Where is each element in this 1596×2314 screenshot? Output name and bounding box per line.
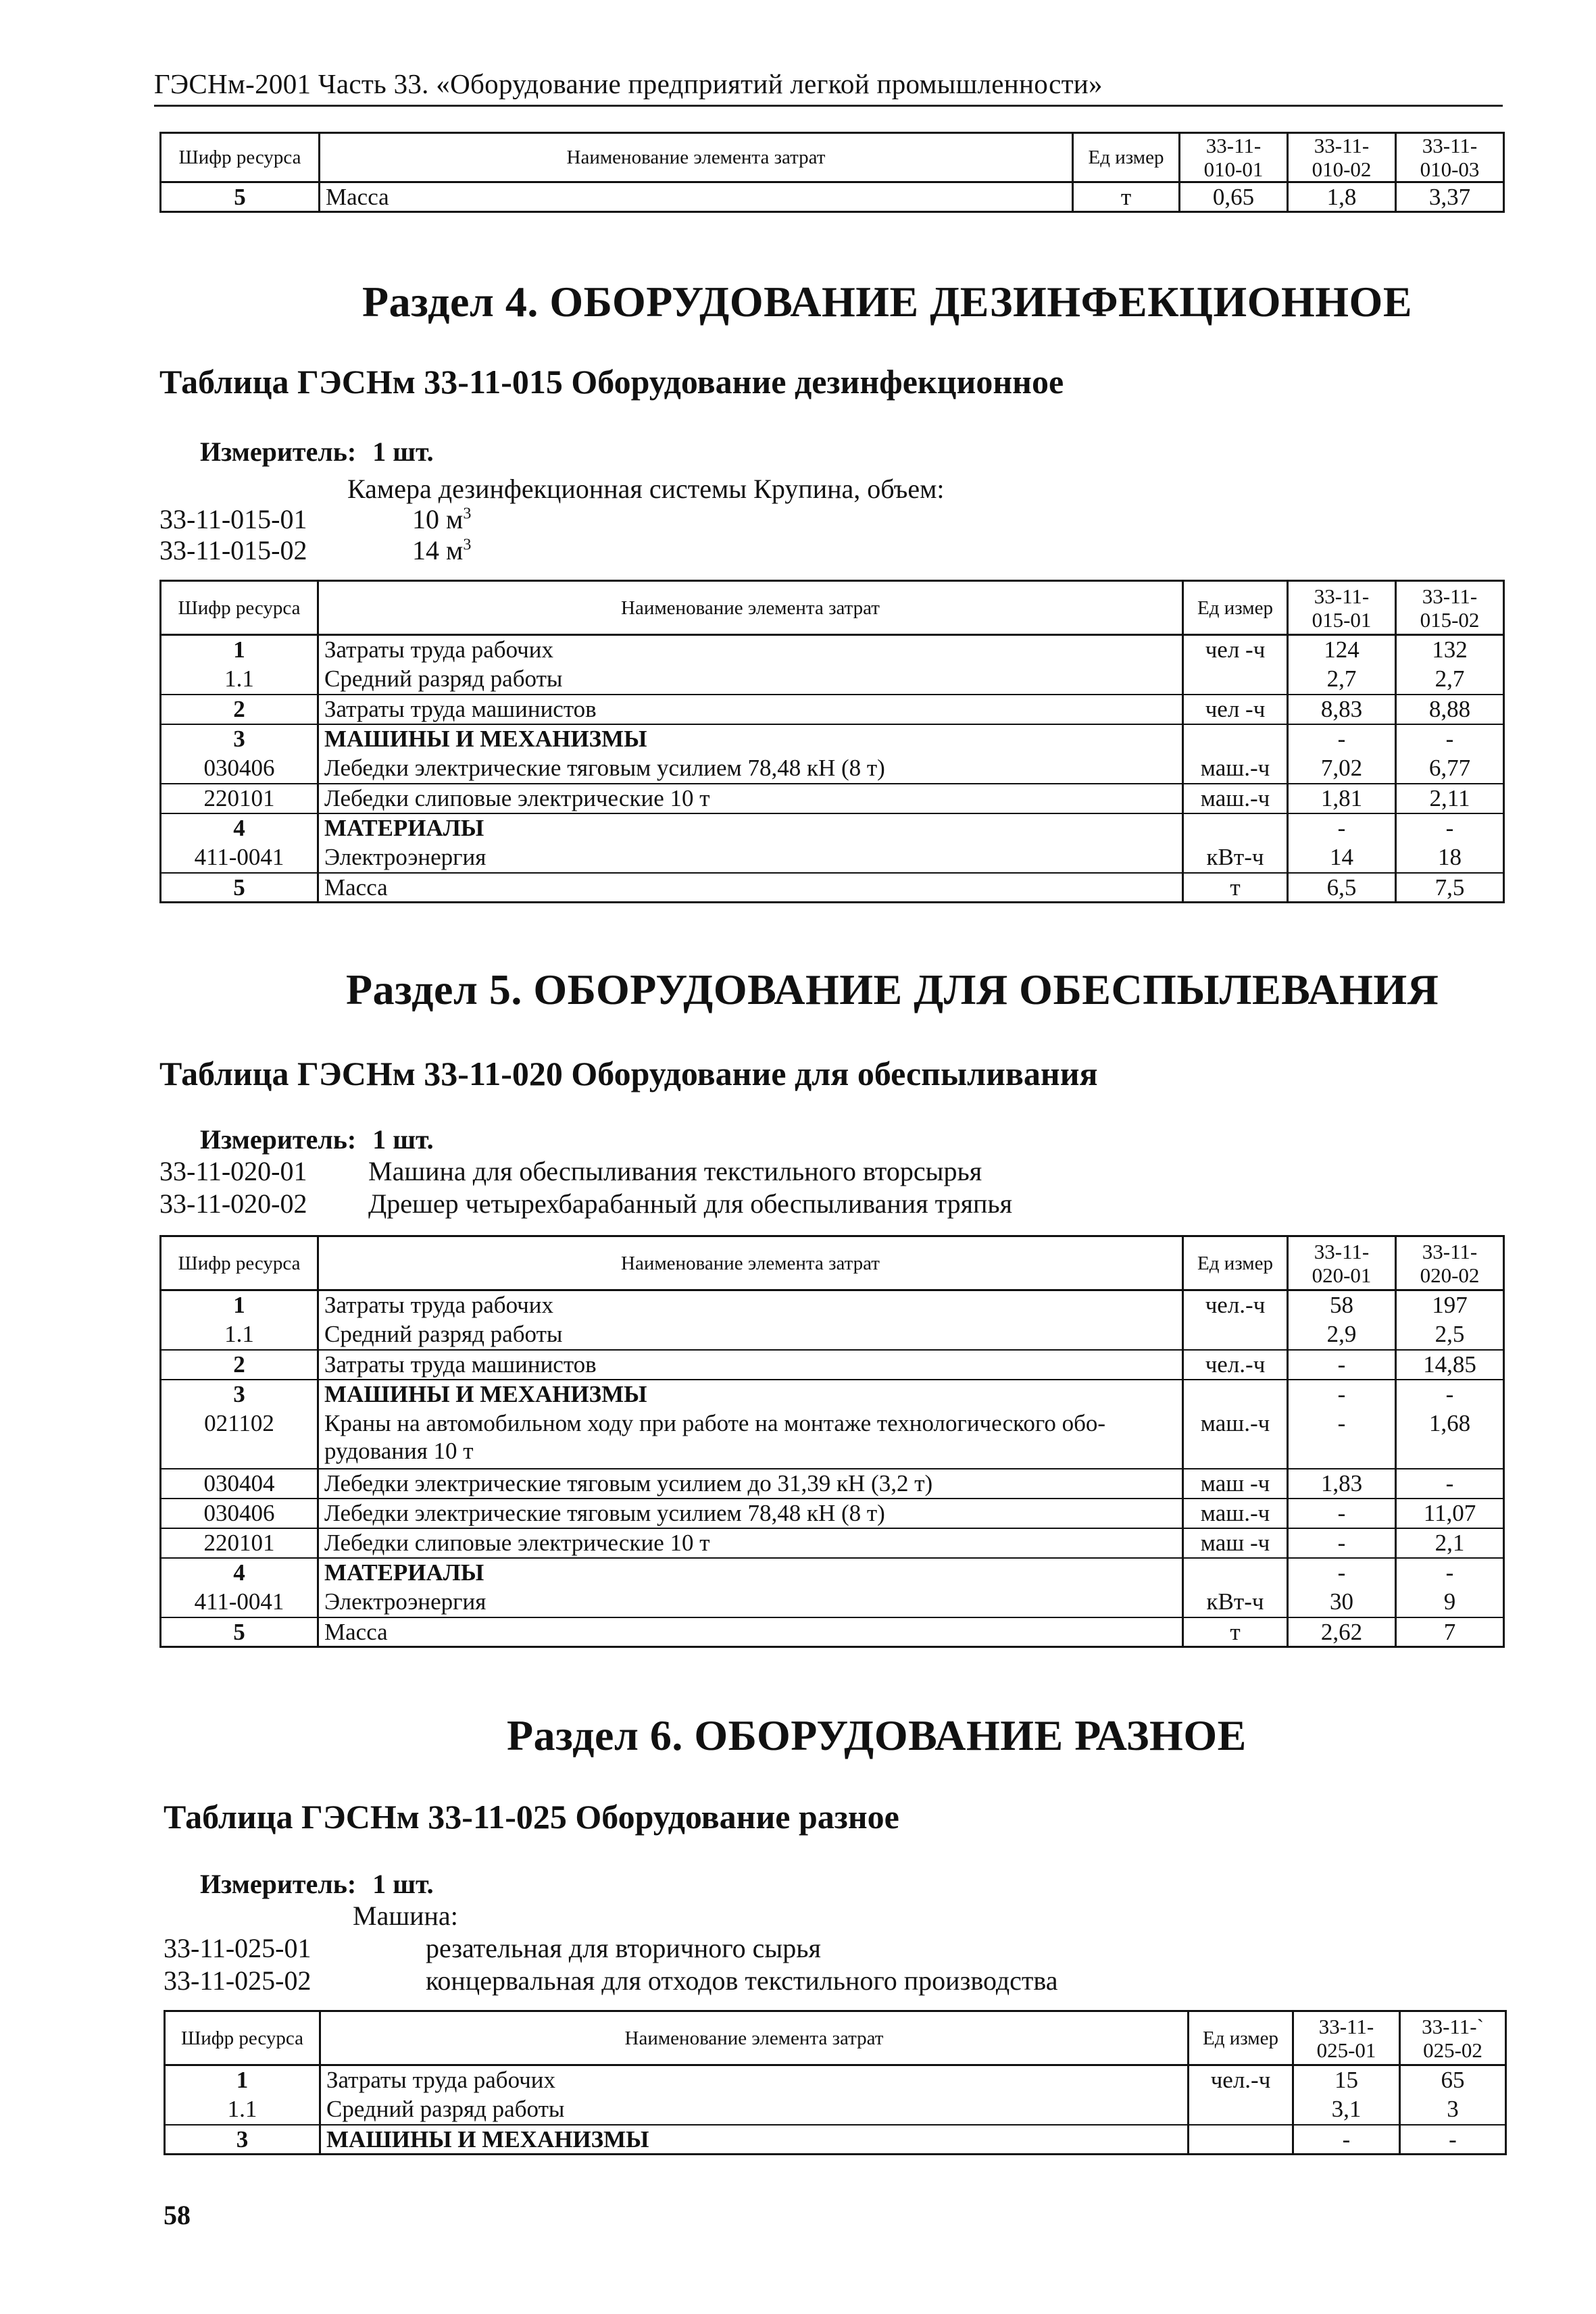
- cell-name: Средний разряд работы: [318, 1320, 1183, 1350]
- cell-unit: маш.-ч: [1183, 754, 1288, 784]
- item-text: резательная для вторичного сырья: [426, 1933, 821, 1963]
- cell-code: 3: [161, 1380, 318, 1409]
- cell-code: 5: [161, 873, 318, 903]
- intro-025: Машина:: [353, 1901, 458, 1931]
- table-row: [161, 182, 1504, 212]
- cell-code: 1: [161, 635, 318, 665]
- cell-unit: [1183, 813, 1288, 843]
- item-text: Дрешер четырехбарабанный для обеспыливания тряпья: [368, 1188, 1013, 1219]
- item-code: 33-11-025-01: [164, 1933, 311, 1963]
- table-row: [161, 754, 1504, 784]
- cell-value: 3,37: [1396, 182, 1504, 212]
- header-name: Наименование элемента затрат: [320, 2011, 1189, 2065]
- table-row: [161, 813, 1504, 843]
- cell-unit: маш.-ч: [1183, 1409, 1288, 1469]
- cell-name: Лебедки электрические тяговым усилием до 31,39 кН (3,2 т): [318, 1469, 1183, 1499]
- table-row: [161, 784, 1504, 813]
- cell-value: 7,02: [1288, 754, 1396, 784]
- cell-value: -: [1396, 1469, 1504, 1499]
- cell-value: 1,8: [1288, 182, 1396, 212]
- cell-name: Затраты труда рабочих: [320, 2065, 1189, 2095]
- header-unit: Ед измер: [1189, 2011, 1293, 2065]
- cell-unit: т: [1183, 873, 1288, 903]
- cell-value: 14: [1288, 843, 1396, 873]
- table-row: [165, 2095, 1506, 2125]
- cell-value: 58: [1288, 1290, 1396, 1320]
- cell-code: 030406: [161, 1499, 318, 1528]
- cell-name: Лебедки слиповые электрические 10 т: [318, 784, 1183, 813]
- cell-name: Масса: [320, 182, 1073, 212]
- cell-code: 2: [161, 1350, 318, 1380]
- cell-value: -: [1288, 813, 1396, 843]
- cell-value: 8,83: [1288, 695, 1396, 724]
- meter-020: [200, 1124, 434, 1155]
- cell-unit: маш.-ч: [1183, 784, 1288, 813]
- cell-value: 2,9: [1288, 1320, 1396, 1350]
- cell-code: 4: [161, 1558, 318, 1588]
- cell-name: Средний разряд работы: [320, 2095, 1189, 2125]
- cell-code: 3: [161, 724, 318, 754]
- cell-code: 1: [161, 1290, 318, 1320]
- table-row: [161, 1409, 1504, 1469]
- item-code: 33-11-015-01: [159, 504, 307, 534]
- cell-name: Электроэнергия: [318, 843, 1183, 873]
- cell-value: 7,5: [1396, 873, 1504, 903]
- header-unit: Ед измер: [1183, 1236, 1288, 1290]
- cell-code: 411-0041: [161, 843, 318, 873]
- header-rule: [154, 105, 1503, 107]
- cell-name: МАШИНЫ И МЕХАНИЗМЫ: [318, 724, 1183, 754]
- cell-value: 197: [1396, 1290, 1504, 1320]
- cell-unit: т: [1073, 182, 1180, 212]
- item-code: 33-11-020-01: [159, 1156, 307, 1186]
- cell-unit: [1183, 724, 1288, 754]
- cell-value: 1,81: [1288, 784, 1396, 813]
- table-row: [161, 1499, 1504, 1528]
- item-text: Машина для обеспыливания текстильного вторсырья: [368, 1156, 982, 1186]
- cell-value: 8,88: [1396, 695, 1504, 724]
- table-row: [161, 724, 1504, 754]
- cell-value: -: [1396, 1558, 1504, 1588]
- cell-value: 15: [1293, 2065, 1400, 2095]
- header-norm-code: 33-11- 015-02: [1396, 581, 1504, 635]
- header-code: Шифр ресурса: [165, 2011, 320, 2065]
- cell-unit: чел.-ч: [1183, 1350, 1288, 1380]
- table-row: [161, 695, 1504, 724]
- cell-value: 2,5: [1396, 1320, 1504, 1350]
- cell-name: Масса: [318, 1617, 1183, 1647]
- cell-value: -: [1400, 2125, 1506, 2155]
- cell-name: МАШИНЫ И МЕХАНИЗМЫ: [320, 2125, 1189, 2155]
- meter-value: 1 шт.: [372, 1124, 434, 1155]
- resource-table-025: [164, 2010, 1507, 2155]
- table-row: [165, 2065, 1506, 2095]
- meter-015: [200, 436, 434, 468]
- meter-value: 1 шт.: [372, 436, 434, 467]
- cell-code: 030404: [161, 1469, 318, 1499]
- header-norm-code: 33-11-` 025-02: [1400, 2011, 1506, 2065]
- table-row: [161, 873, 1504, 903]
- cell-value: 2,11: [1396, 784, 1504, 813]
- item-text: концервальная для отходов текстильного производства: [426, 1965, 1058, 1996]
- cell-value: -: [1293, 2125, 1400, 2155]
- header-code: Шифр ресурса: [161, 133, 320, 182]
- cell-value: 3,1: [1293, 2095, 1400, 2125]
- meter-value: 1 шт.: [372, 1869, 434, 1899]
- cell-value: -: [1288, 1499, 1396, 1528]
- cell-code: 1.1: [165, 2095, 320, 2125]
- table-row: [161, 1588, 1504, 1617]
- cell-code: 220101: [161, 1528, 318, 1558]
- cell-value: -: [1288, 1380, 1396, 1409]
- header-norm-code: 33-11- 010-03: [1396, 133, 1504, 182]
- section-4-title: Раздел 4. ОБОРУДОВАНИЕ ДЕЗИНФЕКЦИОННОЕ: [362, 278, 1412, 326]
- cell-unit: кВт-ч: [1183, 843, 1288, 873]
- meter-025: [200, 1868, 434, 1900]
- page-number: 58: [164, 2200, 191, 2230]
- header-norm-code: 33-11- 020-01: [1288, 1236, 1396, 1290]
- table-row: [161, 1528, 1504, 1558]
- cell-name: МАТЕРИАЛЫ: [318, 813, 1183, 843]
- meter-label: Измеритель:: [200, 1124, 357, 1155]
- intro-015: Камера дезинфекционная системы Крупина, объем:: [347, 474, 945, 504]
- resource-table-015: [159, 580, 1505, 903]
- cell-value: 30: [1288, 1588, 1396, 1617]
- cell-unit: [1189, 2125, 1293, 2155]
- resource-table-020: [159, 1235, 1505, 1648]
- cell-unit: [1183, 1558, 1288, 1588]
- cell-value: 9: [1396, 1588, 1504, 1617]
- table-row: [161, 1469, 1504, 1499]
- item-code: 33-11-025-02: [164, 1965, 311, 1996]
- table-row: [161, 635, 1504, 665]
- cell-value: 6,77: [1396, 754, 1504, 784]
- cell-name: Масса: [318, 873, 1183, 903]
- cell-value: 124: [1288, 635, 1396, 665]
- table-015-title: Таблица ГЭСНм 33-11-015 Оборудование дезинфекционное: [159, 363, 1064, 401]
- cell-code: 021102: [161, 1409, 318, 1469]
- cell-code: 4: [161, 813, 318, 843]
- cell-value: 6,5: [1288, 873, 1396, 903]
- header-name: Наименование элемента затрат: [318, 581, 1183, 635]
- table-header-row: [161, 1236, 1504, 1290]
- item-code: 33-11-020-02: [159, 1188, 307, 1219]
- cell-unit: [1183, 665, 1288, 695]
- table-row: [161, 1617, 1504, 1647]
- cell-unit: маш.-ч: [1183, 1499, 1288, 1528]
- meter-label: Измеритель:: [200, 436, 357, 467]
- section-6-title: Раздел 6. ОБОРУДОВАНИЕ РАЗНОЕ: [507, 1711, 1247, 1759]
- cell-unit: чел -ч: [1183, 695, 1288, 724]
- cell-code: 411-0041: [161, 1588, 318, 1617]
- cell-value: -: [1288, 1558, 1396, 1588]
- table-row: [161, 1380, 1504, 1409]
- cell-unit: чел.-ч: [1183, 1290, 1288, 1320]
- meter-label: Измеритель:: [200, 1869, 357, 1899]
- cell-value: 1,68: [1396, 1409, 1504, 1469]
- cell-name: МАШИНЫ И МЕХАНИЗМЫ: [318, 1380, 1183, 1409]
- cell-value: -: [1396, 724, 1504, 754]
- cell-value: 65: [1400, 2065, 1506, 2095]
- header-unit: Ед измер: [1073, 133, 1180, 182]
- cell-value: -: [1288, 1528, 1396, 1558]
- cell-value: 0,65: [1180, 182, 1288, 212]
- header-name: Наименование элемента затрат: [320, 133, 1073, 182]
- table-row: [161, 843, 1504, 873]
- section-5-title: Раздел 5. ОБОРУДОВАНИЕ ДЛЯ ОБЕСПЫЛЕВАНИЯ: [346, 965, 1439, 1013]
- cell-value: 132: [1396, 635, 1504, 665]
- header-norm-code: 33-11- 020-02: [1396, 1236, 1504, 1290]
- cell-value: 14,85: [1396, 1350, 1504, 1380]
- header-code: Шифр ресурса: [161, 581, 318, 635]
- cell-unit: маш -ч: [1183, 1469, 1288, 1499]
- cell-code: 1.1: [161, 665, 318, 695]
- table-row: [165, 2125, 1506, 2155]
- header-norm-code: 33-11- 010-01: [1180, 133, 1288, 182]
- cell-value: 7: [1396, 1617, 1504, 1647]
- cell-unit: [1189, 2095, 1293, 2125]
- table-row: [161, 1558, 1504, 1588]
- cell-unit: [1183, 1380, 1288, 1409]
- cell-code: 2: [161, 695, 318, 724]
- table-row: [161, 1350, 1504, 1380]
- cell-unit: чел.-ч: [1189, 2065, 1293, 2095]
- header-norm-code: 33-11- 025-01: [1293, 2011, 1400, 2065]
- cell-name: Средний разряд работы: [318, 665, 1183, 695]
- cell-name: МАТЕРИАЛЫ: [318, 1558, 1183, 1588]
- cell-name: Затраты труда рабочих: [318, 1290, 1183, 1320]
- table-020-title: Таблица ГЭСНм 33-11-020 Оборудование для обеспыливания: [159, 1055, 1098, 1092]
- cell-code: 3: [165, 2125, 320, 2155]
- cell-code: 5: [161, 1617, 318, 1647]
- cell-name: Лебедки электрические тяговым усилием 78,48 кН (8 т): [318, 1499, 1183, 1528]
- item-text: 10 $м^3$: [412, 504, 472, 534]
- cell-value: -: [1288, 724, 1396, 754]
- cell-unit: кВт-ч: [1183, 1588, 1288, 1617]
- table-row: [161, 1320, 1504, 1350]
- cell-value: -: [1288, 1350, 1396, 1380]
- cell-value: 1,83: [1288, 1469, 1396, 1499]
- cell-value: 2,62: [1288, 1617, 1396, 1647]
- resource-table-010: [159, 132, 1505, 213]
- table-header-row: [161, 581, 1504, 635]
- cell-unit: чел -ч: [1183, 635, 1288, 665]
- cell-name: Лебедки электрические тяговым усилием 78,48 кН (8 т): [318, 754, 1183, 784]
- cell-value: 2,7: [1396, 665, 1504, 695]
- cell-code: 030406: [161, 754, 318, 784]
- cell-value: -: [1288, 1409, 1396, 1469]
- cell-unit: т: [1183, 1617, 1288, 1647]
- cell-unit: маш -ч: [1183, 1528, 1288, 1558]
- table-row: [161, 1290, 1504, 1320]
- cell-name: Затраты труда рабочих: [318, 635, 1183, 665]
- table-header-row: [165, 2011, 1506, 2065]
- cell-value: 11,07: [1396, 1499, 1504, 1528]
- header-name: Наименование элемента затрат: [318, 1236, 1183, 1290]
- header-unit: Ед измер: [1183, 581, 1288, 635]
- cell-value: 18: [1396, 843, 1504, 873]
- cell-unit: [1183, 1320, 1288, 1350]
- cell-code: 1.1: [161, 1320, 318, 1350]
- table-025-title: Таблица ГЭСНм 33-11-025 Оборудование разное: [164, 1798, 899, 1836]
- cell-value: 3: [1400, 2095, 1506, 2125]
- cell-value: 2,1: [1396, 1528, 1504, 1558]
- cell-name: Затраты труда машинистов: [318, 695, 1183, 724]
- cell-value: -: [1396, 1380, 1504, 1409]
- cell-name: Затраты труда машинистов: [318, 1350, 1183, 1380]
- cell-value: 2,7: [1288, 665, 1396, 695]
- cell-code: 1: [165, 2065, 320, 2095]
- cell-name: Краны на автомобильном ходу при работе на монтаже технологического обо-рудования 10 т: [318, 1409, 1183, 1469]
- header-norm-code: 33-11- 015-01: [1288, 581, 1396, 635]
- cell-value: -: [1396, 813, 1504, 843]
- cell-name: Лебедки слиповые электрические 10 т: [318, 1528, 1183, 1558]
- cell-code: 5: [161, 182, 320, 212]
- header-norm-code: 33-11- 010-02: [1288, 133, 1396, 182]
- item-code: 33-11-015-02: [159, 535, 307, 565]
- table-row: [161, 665, 1504, 695]
- item-text: 14 $м^3$: [412, 535, 472, 565]
- running-header: ГЭСНм-2001 Часть 33. «Оборудование предприятий легкой промышленности»: [154, 68, 1103, 99]
- table-header-row: [161, 133, 1504, 182]
- cell-code: 220101: [161, 784, 318, 813]
- cell-name: Электроэнергия: [318, 1588, 1183, 1617]
- header-code: Шифр ресурса: [161, 1236, 318, 1290]
